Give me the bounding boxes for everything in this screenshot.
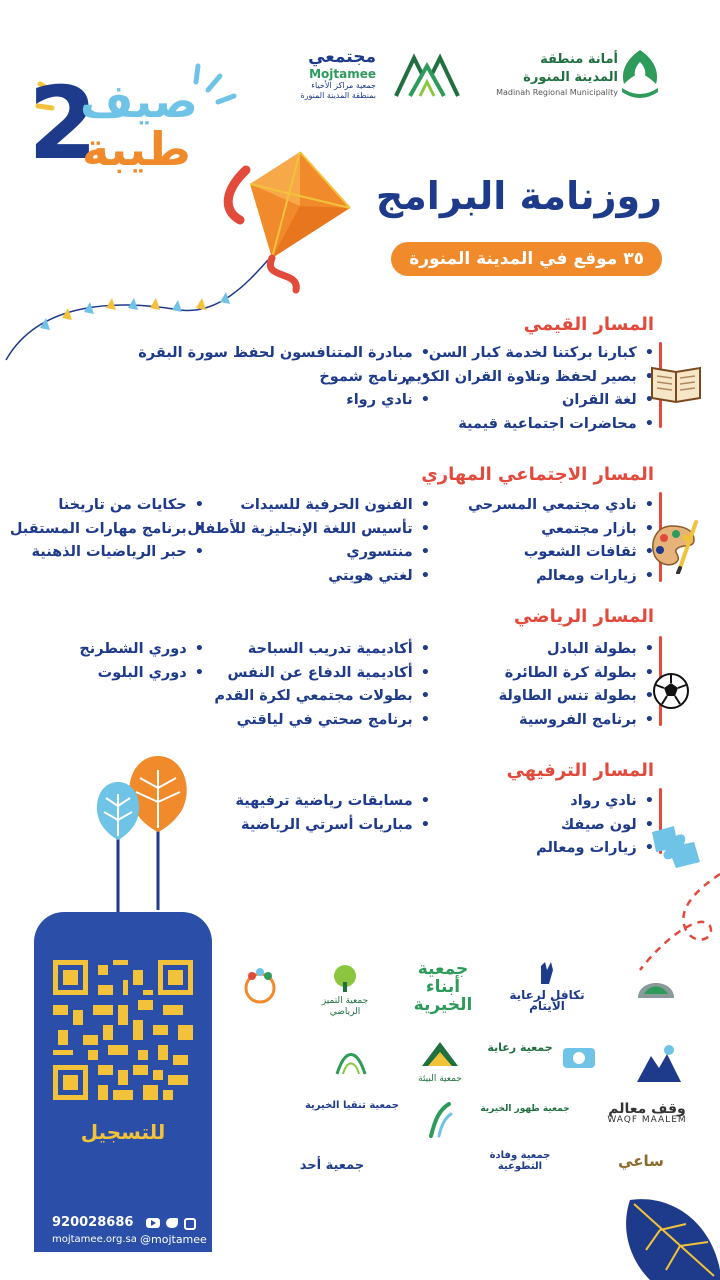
list-item: • برنامج صحتي في لياقتي	[214, 709, 430, 733]
sponsor-logo: ساعي	[618, 1152, 664, 1170]
twitter-icon[interactable]	[166, 1218, 178, 1228]
sponsor-logo	[626, 1042, 692, 1090]
locations-badge: ٣٥ موقع في المدينة المنورة	[391, 242, 662, 276]
track-social-col-3	[10, 494, 204, 565]
phone-number[interactable]: 920028686	[52, 1215, 134, 1230]
sponsor-logo: جمعية التميز الرياضي	[310, 964, 380, 1018]
mountains-logo-icon	[392, 50, 462, 102]
youtube-icon[interactable]	[146, 1218, 160, 1228]
track-values-col-1	[405, 342, 654, 436]
list-item: • نادي رواء	[138, 389, 430, 413]
list-item: • بطولة البادل	[499, 638, 654, 662]
sponsor-logo: تكافل لرعاية الأيتام	[500, 960, 594, 1012]
hand-icon	[527, 960, 567, 986]
brand-number: 2	[28, 65, 98, 182]
mojtamee-logo	[296, 48, 376, 108]
list-item: • تأسيس اللغة الإنجليزية للأطفال	[187, 518, 430, 542]
list-item: • أكاديمية تدريب السباحة	[214, 638, 430, 662]
list-item: • زيارات ومعالم	[536, 837, 654, 861]
care-logo-icon	[559, 1042, 599, 1072]
register-panel	[34, 912, 212, 1252]
list-item: • دوري الشطرنج	[79, 638, 204, 662]
green-arch-icon	[634, 970, 678, 1000]
track-title-values: المسار القيمي	[523, 314, 654, 335]
book-icon	[648, 362, 704, 404]
track-sports-col-2	[214, 638, 430, 732]
amana-leaf-icon	[612, 44, 668, 100]
list-item: • دوري البلوت	[79, 662, 204, 686]
amana-name-1: أمانة منطقة	[540, 52, 618, 67]
amana-logo	[478, 48, 618, 100]
sponsor-logo: جمعية وفادة التطوعية	[489, 1150, 551, 1172]
list-item: • محاضرات اجتماعية قيمية	[405, 413, 654, 437]
sponsor-logo: جمعية أحد	[299, 1158, 365, 1173]
colorful-people-icon	[238, 966, 282, 1006]
tree-logo-icon	[327, 964, 363, 992]
list-item: • الفنون الحرفية للسيدات	[187, 494, 430, 518]
list-item: • برنامج مهارات المستقبل	[10, 518, 204, 542]
amana-name-2: المدينة المنورة	[523, 70, 618, 85]
leaf-icon	[610, 1190, 720, 1280]
track-social-col-2	[187, 494, 430, 588]
sponsor-logo	[420, 1100, 460, 1144]
brand-line-2: طيبة	[82, 122, 191, 176]
instagram-icon[interactable]	[184, 1218, 196, 1230]
stroke-logo-icon	[425, 1100, 455, 1140]
sponsor-logo	[316, 1044, 386, 1082]
list-item: • بطولات مجتمعي لكرة القدم	[214, 685, 430, 709]
list-item: • كبارنا بركتنا لخدمة كبار السن	[405, 342, 654, 366]
sponsor-logo: جمعية رعاية	[487, 1041, 553, 1054]
list-item: • أكاديمية الدفاع عن النفس	[214, 662, 430, 686]
puzzle-icon	[646, 818, 720, 872]
sponsor-logo	[554, 1042, 604, 1076]
list-item: • حبر الرياضيات الذهنية	[10, 541, 204, 565]
track-sports-col-3	[79, 638, 204, 685]
mojtamee-sub-2: بمنطقة المدينة المنورة	[300, 91, 376, 100]
list-item: • بازار مجتمعي	[468, 518, 654, 542]
list-item: • بصير لحفظ وتلاوة القران الكريم	[405, 366, 654, 390]
list-item: • مبادرة المتنافسون لحفظ سورة البقرة	[138, 342, 430, 366]
qr-code-icon[interactable]	[53, 960, 193, 1100]
track-values-col-2	[138, 342, 430, 413]
list-item: • نادي مجتمعي المسرحي	[468, 494, 654, 518]
list-item: • برنامج الفروسية	[499, 709, 654, 733]
track-sports-col-1	[499, 638, 654, 732]
track-title-social: المسار الاجتماعي المهاري	[421, 464, 654, 485]
social-handle[interactable]: @mojtamee	[140, 1233, 207, 1246]
list-item: • ثقافات الشعوب	[468, 541, 654, 565]
football-icon	[652, 672, 690, 710]
website-link[interactable]: mojtamee.org.sa	[52, 1234, 137, 1245]
sponsor-logo: وقف معالم WAQF MAALEM	[607, 1101, 687, 1125]
list-item: • لغة القران	[405, 389, 654, 413]
list-item: • مسابقات رياضية ترفيهية	[235, 790, 430, 814]
list-item: • حكايات من تاريخنا	[10, 494, 204, 518]
track-fun-col-2	[235, 790, 430, 837]
trees-icon	[82, 740, 212, 920]
sponsor-logo: جمعية تنقيا الخيرية	[304, 1100, 400, 1111]
sponsor-logo: جمعية ظهور الخيرية	[480, 1104, 570, 1114]
list-item: • بطولة تنس الطاولة	[499, 685, 654, 709]
sponsor-logo	[616, 970, 696, 1004]
list-item: • لغتي هويتي	[187, 565, 430, 589]
sponsor-logos	[230, 950, 710, 1210]
amana-name-en: Madinah Regional Municipality	[496, 88, 618, 97]
list-item: • منتسوري	[187, 541, 430, 565]
track-title-entertainment: المسار الترفيهي	[506, 760, 654, 781]
calligraphy-logo-icon	[331, 1044, 371, 1078]
mojtamee-sub-1: جمعية مراكز الأحياء	[311, 81, 376, 90]
track-title-sports: المسار الرياضي	[514, 606, 654, 627]
brand-line-1: صيف	[80, 74, 199, 128]
list-item: • برنامج شموخ	[138, 366, 430, 390]
track-fun-col-1	[536, 790, 654, 861]
mojtamee-en: Mojtamee	[309, 67, 376, 81]
track-social-col-1	[468, 494, 654, 588]
register-label[interactable]: للتسجيل	[80, 1120, 166, 1144]
list-item: • زيارات ومعالم	[468, 565, 654, 589]
mosque-icon	[418, 1036, 462, 1070]
mojtamee-ar: مجتمعي	[308, 47, 376, 67]
social-icons	[146, 1218, 196, 1230]
list-item: • نادي رواد	[536, 790, 654, 814]
mountain-logo-icon	[633, 1042, 685, 1086]
list-item: • مباريات أسرتي الرياضية	[235, 814, 430, 838]
sponsor-logo: جمعية أبناء الخيرية	[413, 959, 473, 1015]
page-title: روزنامة البرامج	[375, 174, 662, 218]
list-item: • لون صيفك	[536, 814, 654, 838]
list-item: • بطولة كرة الطائرة	[499, 662, 654, 686]
sponsor-logo: جمعية البيئة	[410, 1036, 470, 1085]
sponsor-logo	[230, 966, 290, 1010]
palette-icon	[648, 518, 702, 574]
